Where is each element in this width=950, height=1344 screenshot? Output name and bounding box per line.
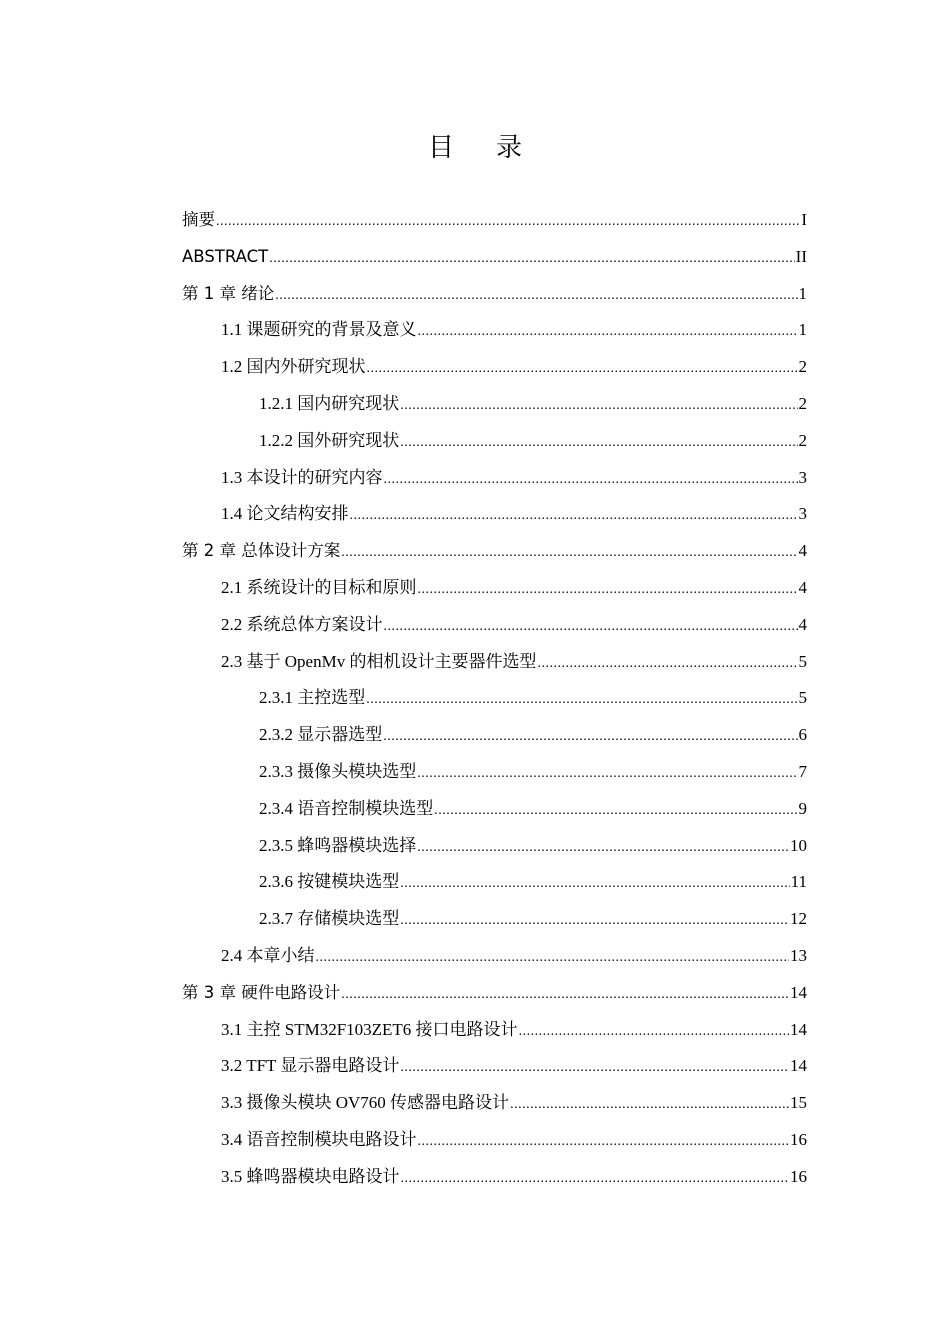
toc-entry-label: ABSTRACT: [182, 246, 269, 266]
toc-entry[interactable]: [182, 496, 807, 533]
toc-entry[interactable]: [182, 644, 807, 681]
toc-entry-label: 2.3.7 存储模块选型: [259, 909, 400, 929]
toc-page-number: 5: [798, 651, 807, 671]
dot-leader: [417, 756, 797, 793]
toc-page-number: 4: [798, 577, 807, 597]
toc-entry[interactable]: [182, 1122, 807, 1159]
toc-entry[interactable]: [182, 1048, 807, 1085]
toc-entry[interactable]: [182, 1159, 807, 1196]
toc-entry-label: 2.4 本章小结: [221, 945, 315, 965]
toc-page-number: 16: [790, 1166, 807, 1186]
dot-leader: [418, 1124, 790, 1161]
toc-page-number: 2: [798, 430, 807, 450]
dot-leader: [367, 351, 798, 388]
dot-leader: [366, 682, 797, 719]
toc-entry[interactable]: [182, 975, 807, 1012]
toc-entry-label: 2.3.6 按键模块选型: [259, 872, 400, 892]
toc-entry[interactable]: [182, 533, 807, 570]
toc-entry-label: 3.4 语音控制模块电路设计: [221, 1129, 417, 1149]
toc-page-number: 5: [798, 688, 807, 708]
toc-entry-label: 1.2 国内外研究现状: [221, 357, 366, 377]
dot-leader: [384, 609, 798, 646]
toc-entry[interactable]: [182, 607, 807, 644]
toc-entry-label: 第 2 章 总体设计方案: [182, 541, 341, 561]
toc-entry[interactable]: [182, 717, 807, 754]
toc-page-number: 2: [798, 357, 807, 377]
toc-page-number: 13: [790, 945, 807, 965]
dot-leader: [418, 572, 798, 609]
toc-entry-label: 1.2.1 国内研究现状: [259, 393, 400, 413]
toc-entry[interactable]: [182, 938, 807, 975]
toc-page-number: 11: [790, 872, 807, 892]
toc-page-number: 9: [798, 798, 807, 818]
toc-entry[interactable]: [182, 828, 807, 865]
toc-entry-label: 3.5 蜂鸣器模块电路设计: [221, 1166, 400, 1186]
toc-page-number: 3: [798, 504, 807, 524]
dot-leader: [519, 1014, 789, 1051]
toc-page-number: 3: [798, 467, 807, 487]
toc-entry-label: 2.3.3 摄像头模块选型: [259, 761, 417, 781]
dot-leader: [400, 903, 789, 940]
dot-leader: [350, 498, 798, 535]
dot-leader: [400, 866, 789, 903]
toc-entry[interactable]: [182, 570, 807, 607]
dot-leader: [341, 977, 789, 1014]
toc-entry-label: 2.3.1 主控选型: [259, 688, 366, 708]
toc-entry[interactable]: [182, 754, 807, 791]
toc-page-number: 6: [798, 725, 807, 745]
toc-entry-label: 2.3 基于 OpenMv 的相机设计主要器件选型: [221, 651, 537, 671]
toc-page-number: 4: [798, 614, 807, 634]
toc-entry[interactable]: [182, 386, 807, 423]
toc-page-number: 14: [790, 982, 807, 1002]
toc-page-number: 1: [798, 320, 807, 340]
toc-title: 目录: [427, 133, 564, 163]
dot-leader: [401, 1161, 790, 1198]
toc-page-number: 2: [798, 393, 807, 413]
toc-page-number: 14: [790, 1019, 807, 1039]
toc-entry[interactable]: [182, 791, 807, 828]
toc-entry-label: 第 1 章 绪论: [182, 283, 275, 303]
toc-page-number: 16: [790, 1129, 807, 1149]
toc-page-number: 14: [790, 1056, 807, 1076]
toc-entry-label: 2.3.5 蜂鸣器模块选择: [259, 835, 417, 855]
dot-leader: [418, 314, 798, 351]
toc-page-number: 1: [798, 283, 807, 303]
toc-entry-label: 2.3.4 语音控制模块选型: [259, 798, 434, 818]
toc-page-number: 7: [798, 761, 807, 781]
toc-entry-label: 1.1 课题研究的背景及意义: [221, 320, 417, 340]
toc-entry[interactable]: [182, 864, 807, 901]
dot-leader: [400, 1050, 789, 1087]
toc-entry-label: 1.2.2 国外研究现状: [259, 430, 400, 450]
dot-leader: [383, 719, 797, 756]
toc-entry-label: 3.1 主控 STM32F103ZET6 接口电路设计: [221, 1019, 518, 1039]
dot-leader: [510, 1087, 789, 1124]
toc-entry[interactable]: [182, 423, 807, 460]
dot-leader: [434, 793, 797, 830]
toc-entry-label: 第 3 章 硬件电路设计: [182, 982, 341, 1002]
toc-entry[interactable]: [182, 1085, 807, 1122]
toc-entry[interactable]: [182, 312, 807, 349]
toc-entry[interactable]: [182, 1012, 807, 1049]
toc-entry-label: 3.2 TFT 显示器电路设计: [221, 1056, 400, 1076]
toc-entry-label: 1.3 本设计的研究内容: [221, 467, 383, 487]
toc-entry-label: 1.4 论文结构安排: [221, 504, 349, 524]
toc-entry[interactable]: [182, 276, 807, 313]
toc-page-number: 10: [790, 835, 807, 855]
toc-page-number: I: [801, 210, 807, 229]
dot-leader: [341, 535, 797, 572]
toc-entry[interactable]: [182, 349, 807, 386]
dot-leader: [400, 388, 797, 425]
toc-entry-label: 2.2 系统总体方案设计: [221, 614, 383, 634]
dot-leader: [417, 830, 789, 867]
toc-entry[interactable]: [182, 680, 807, 717]
toc-page-number: 15: [790, 1093, 807, 1113]
toc-entry[interactable]: [182, 239, 807, 276]
toc-entry[interactable]: [182, 202, 807, 239]
dot-leader: [216, 204, 800, 241]
toc-page-number: 12: [790, 909, 807, 929]
toc-page-number: 4: [798, 541, 807, 561]
toc-page-number: II: [795, 246, 807, 266]
toc-entry-label: 2.1 系统设计的目标和原则: [221, 577, 417, 597]
dot-leader: [316, 940, 790, 977]
dot-leader: [400, 425, 797, 462]
toc-entry-label: 摘要: [182, 210, 215, 229]
toc-entry[interactable]: [182, 901, 807, 938]
dot-leader: [537, 646, 797, 683]
toc-entry-label: 3.3 摄像头模块 OV760 传感器电路设计: [221, 1093, 510, 1113]
dot-leader: [275, 278, 797, 315]
dot-leader: [269, 241, 794, 278]
dot-leader: [384, 462, 798, 499]
toc-entry-label: 2.3.2 显示器选型: [259, 725, 383, 745]
table-of-contents: [182, 202, 807, 1196]
toc-entry[interactable]: [182, 460, 807, 497]
